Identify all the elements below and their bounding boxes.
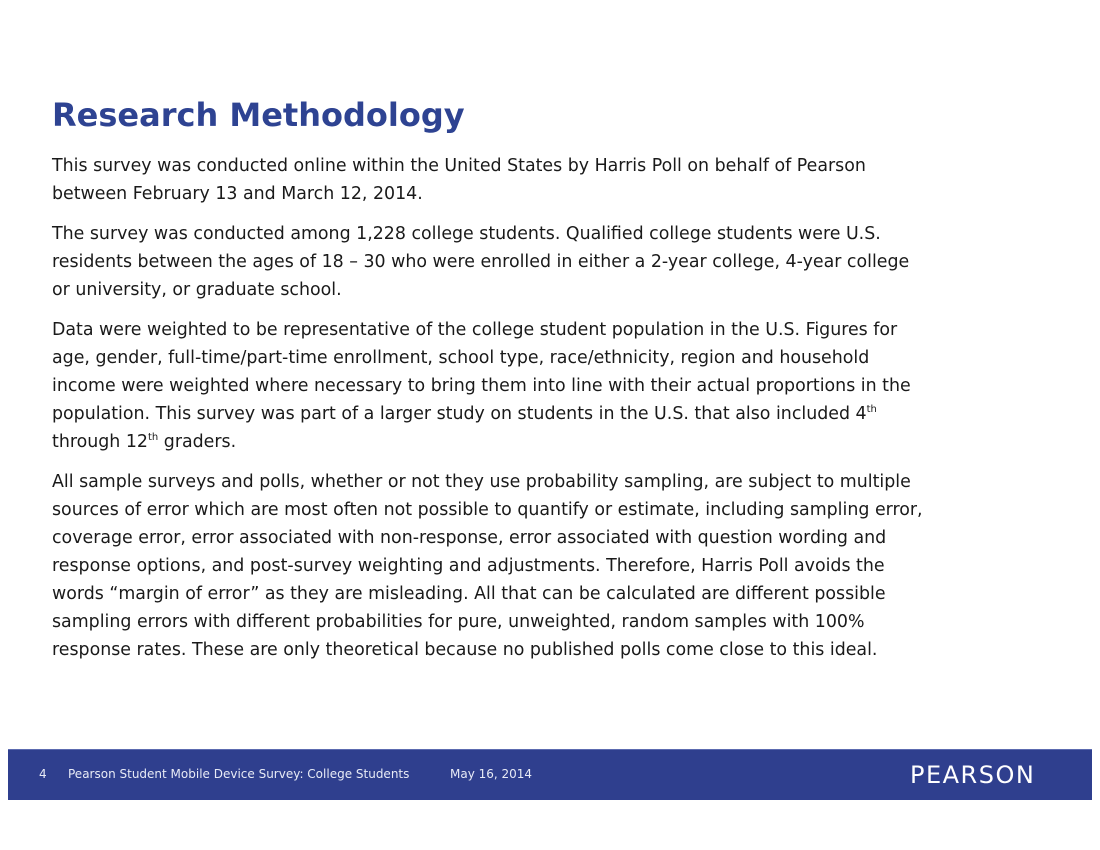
text-line: through 12	[52, 432, 148, 452]
text-line: sampling errors with different probabilities for pure, unweighted, random samples with 100%	[52, 612, 865, 632]
text-line: This survey was conducted online within the United States by Harris Poll on behalf of Pearson	[52, 156, 866, 176]
text-line: or university, or graduate school.	[52, 280, 342, 300]
text-line: Data were weighted to be representative of the college student population in the U.S. Figures for	[52, 320, 898, 340]
paragraph-error-disclaimer	[52, 468, 1052, 664]
paragraph-survey-overview	[52, 152, 1052, 208]
page-number: 4	[39, 767, 47, 781]
page-title: Research Methodology	[52, 96, 465, 134]
text-line: between February 13 and March 12, 2014.	[52, 184, 423, 204]
methodology-body	[52, 152, 1052, 676]
text-line: population. This survey was part of a larger study on students in the U.S. that also included 4	[52, 404, 867, 424]
footer-bar	[8, 749, 1092, 800]
text-line: All sample surveys and polls, whether or not they use probability sampling, are subject to multiple	[52, 472, 911, 492]
survey-date: May 16, 2014	[450, 767, 533, 781]
text-line: response rates. These are only theoretical because no published polls come close to this ideal.	[52, 640, 878, 660]
text-line: sources of error which are most often not possible to quantify or estimate, including sampling error,	[52, 500, 923, 520]
superscript-th: th	[148, 432, 159, 443]
paragraph-sample	[52, 220, 1052, 304]
text-line: words “margin of error” as they are misleading. All that can be calculated are different possible	[52, 584, 886, 604]
paragraph-weighting	[52, 316, 1052, 456]
superscript-th: th	[866, 404, 877, 415]
text-line: coverage error, error associated with non-response, error associated with question wording and	[52, 528, 887, 548]
text-line: The survey was conducted among 1,228 college students. Qualified college students were U.S.	[52, 224, 881, 244]
survey-name: Pearson Student Mobile Device Survey: College Students	[68, 767, 410, 781]
text-line: response options, and post-survey weighting and adjustments. Therefore, Harris Poll avoids the	[52, 556, 885, 576]
text-line: age, gender, full-time/part-time enrollment, school type, race/ethnicity, region and household	[52, 348, 870, 368]
text-line: graders.	[158, 432, 237, 452]
text-line: income were weighted where necessary to bring them into line with their actual proportions in the	[52, 376, 911, 396]
pearson-logo: PEARSON	[910, 761, 1036, 789]
text-line: residents between the ages of 18 – 30 who were enrolled in either a 2-year college, 4-year college	[52, 252, 910, 272]
